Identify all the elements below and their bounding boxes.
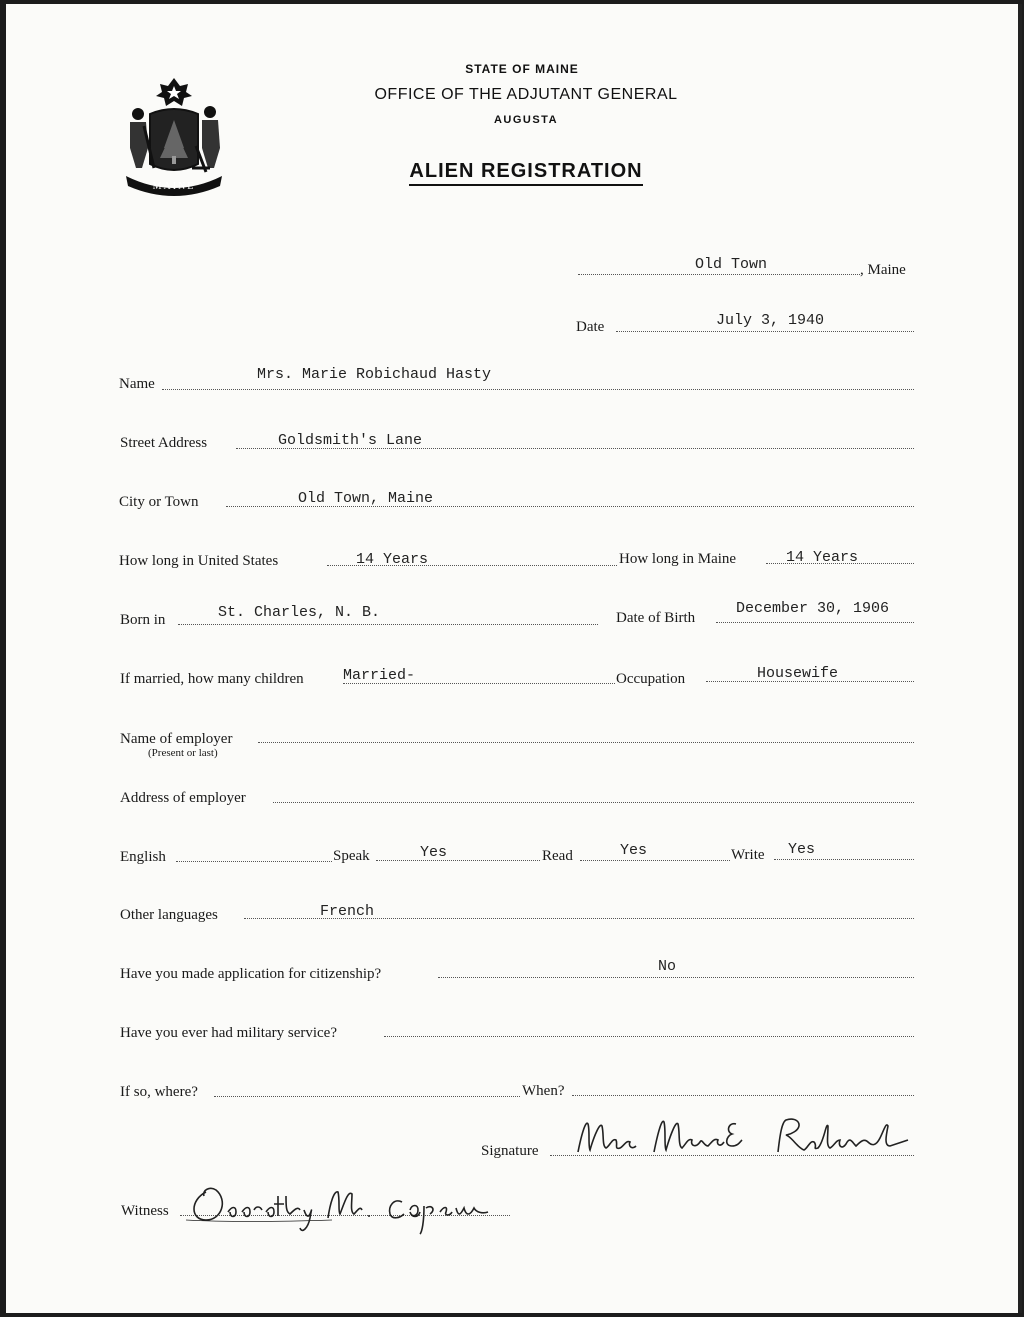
date-line	[616, 331, 914, 332]
city-town-value: Old Town, Maine	[298, 490, 434, 507]
occupation-value: Housewife	[757, 665, 839, 682]
english-line	[176, 861, 332, 862]
witness-label: Witness	[121, 1203, 169, 1219]
employer-name-label: Name of employer	[120, 731, 233, 747]
read-value: Yes	[620, 842, 648, 859]
born-in-value: St. Charles, N. B.	[218, 604, 381, 621]
street-address-value: Goldsmith's Lane	[278, 432, 423, 449]
write-value: Yes	[788, 841, 816, 858]
how-long-maine-label: How long in Maine	[619, 551, 737, 567]
form-title: ALIEN REGISTRATION	[14, 160, 1024, 183]
city-heading: AUGUSTA	[493, 114, 559, 126]
employer-name-line	[258, 742, 914, 743]
name-label: Name	[119, 376, 155, 392]
place-value: Old Town	[695, 256, 768, 273]
where-line	[214, 1096, 520, 1097]
place-line	[578, 274, 860, 275]
date-of-birth-label: Date of Birth	[616, 610, 696, 626]
place-suffix: , Maine	[860, 262, 906, 278]
svg-text:MAINE: MAINE	[152, 181, 196, 192]
signature-label: Signature	[481, 1143, 539, 1159]
read-label: Read	[542, 848, 573, 864]
citizenship-value: No	[658, 958, 677, 975]
date-of-birth-line	[716, 622, 914, 623]
military-line	[384, 1036, 914, 1037]
how-long-us-value: 14 Years	[356, 551, 429, 568]
write-label: Write	[731, 847, 765, 863]
citizenship-line	[438, 977, 914, 978]
speak-label: Speak	[333, 848, 370, 864]
military-label: Have you ever had military service?	[120, 1025, 337, 1041]
english-label: English	[120, 849, 166, 865]
other-languages-value: French	[320, 903, 375, 920]
svg-text:Mrs Marie E. Robichaud: Mrs Marie E. Robichaud	[572, 1112, 582, 1113]
handwritten-signature	[572, 1112, 922, 1164]
read-line	[580, 860, 730, 861]
handwritten-witness-signature	[182, 1176, 522, 1236]
date-value: July 3, 1940	[716, 312, 825, 329]
born-in-label: Born in	[120, 612, 166, 628]
date-label: Date	[576, 319, 605, 335]
born-in-line	[178, 624, 598, 625]
occupation-label: Occupation	[616, 671, 686, 687]
employer-address-line	[273, 802, 914, 803]
speak-value: Yes	[420, 844, 448, 861]
name-line	[162, 389, 914, 390]
date-of-birth-value: December 30, 1906	[736, 600, 890, 617]
city-town-label: City or Town	[119, 494, 199, 510]
write-line	[774, 859, 914, 860]
when-label: When?	[522, 1083, 565, 1099]
name-value: Mrs. Marie Robichaud Hasty	[257, 366, 492, 383]
where-label: If so, where?	[120, 1084, 198, 1100]
state-heading: STATE OF MAINE	[465, 62, 579, 76]
employer-name-sublabel: (Present or last)	[148, 747, 218, 759]
other-languages-label: Other languages	[120, 907, 218, 923]
how-long-maine-value: 14 Years	[786, 549, 859, 566]
children-value: Married-	[343, 667, 416, 684]
when-line	[572, 1095, 914, 1096]
street-address-label: Street Address	[120, 435, 208, 451]
how-long-us-label: How long in United States	[119, 553, 279, 569]
speak-line	[376, 860, 540, 861]
children-label: If married, how many children	[120, 671, 304, 687]
citizenship-label: Have you made application for citizenship?	[120, 966, 382, 982]
employer-address-label: Address of employer	[120, 790, 246, 806]
svg-text:Dorothy M. Capen: Dorothy M. Capen	[182, 1176, 190, 1177]
office-heading: OFFICE OF THE ADJUTANT GENERAL	[374, 86, 678, 103]
